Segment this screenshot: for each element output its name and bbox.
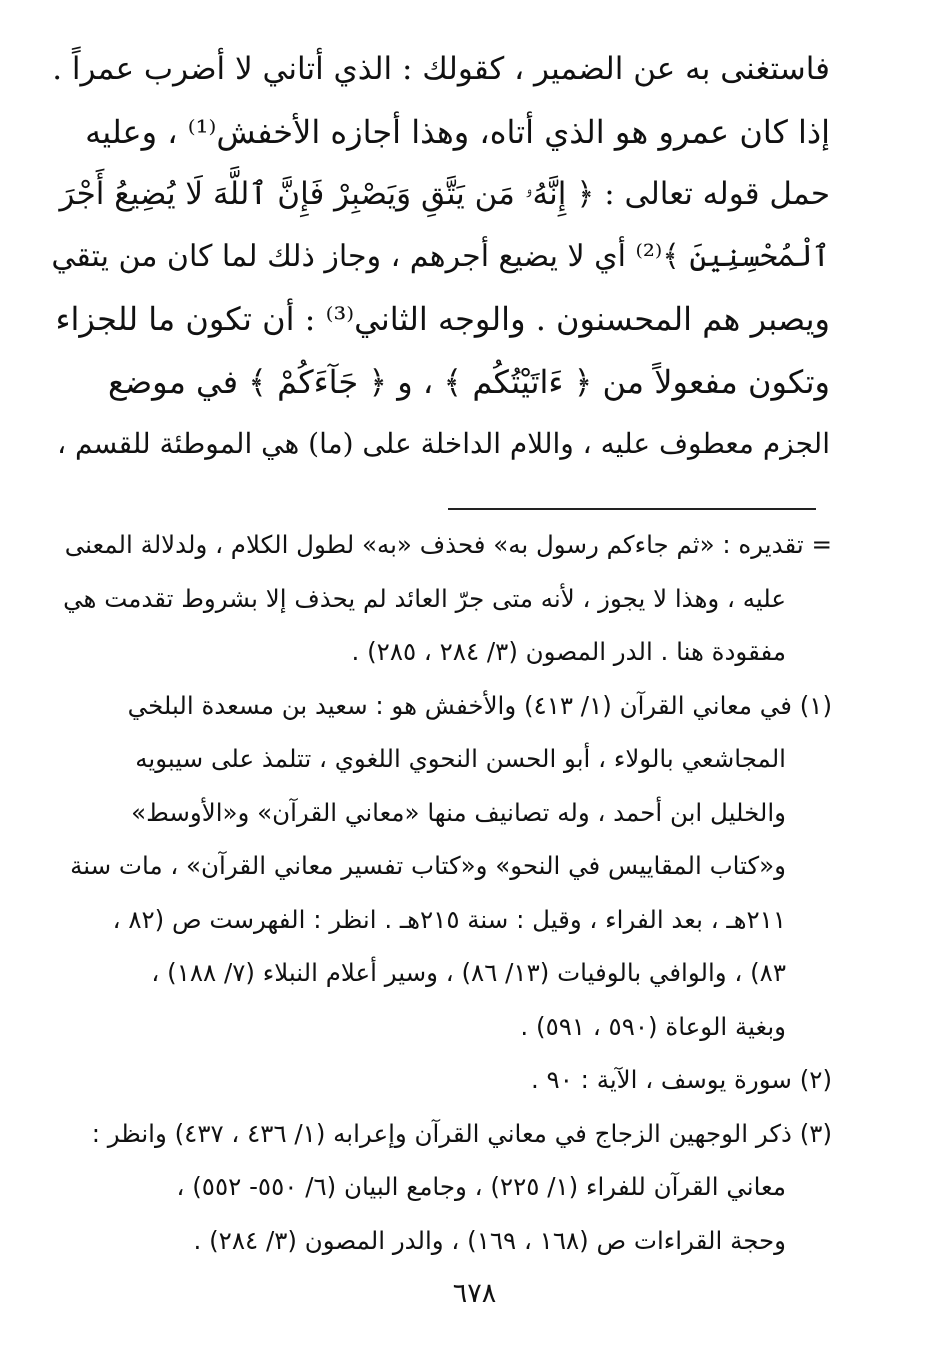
main-text-line: فاستغنى به عن الضمير ، كقولك : الذي أتاني لا أضرب عمراً . <box>52 51 830 87</box>
main-text-line: الجزم معطوف عليه ، واللام الداخلة على (ما) هي الموطئة للقسم ، <box>57 427 830 460</box>
footnote-line: مفقودة هنا . الدر المصون (٣/ ٢٨٤ ، ٢٨٥) . <box>351 637 786 666</box>
footnote-line: ٨٣) ، والوافي بالوفيات (١٣/ ٨٦) ، وسير أعلام النبلاء (٧/ ١٨٨) ، <box>151 958 786 987</box>
page-number: ٦٧٨ <box>452 1278 497 1309</box>
main-text-line: وتكون مفعولاً من ﴿ ءَاتَيْتُكُم ﴾ ، و ﴿ جَآءَكُمْ ﴾ في موضع <box>107 362 830 401</box>
footnote-line: عليه ، وهذا لا يجوز ، لأنه متى جرّ العائد لم يحذف إلا بشروط تقدمت هي <box>63 583 786 613</box>
main-body-text <box>48 38 830 476</box>
footnote-line: و«كتاب المقاييس في النحو» و«كتاب تفسير معاني القرآن» ، مات سنة <box>70 851 786 880</box>
footnote-continuation <box>40 518 832 679</box>
footnote-line: = تقديره : «ثم جاءكم رسول به» فحذف «به» لطول الكلام ، ولدلالة المعنى <box>64 530 832 559</box>
footnote-line: (١) في معاني القرآن (١/ ٤١٣) والأخفش هو : سعيد بن مسعدة البلخي <box>127 690 832 720</box>
footnote-line: (٣) ذكر الوجهين الزجاج في معاني القرآن وإعرابه (١/ ٤٣٦ ، ٤٣٧) وانظر : <box>91 1118 832 1148</box>
footnote-line: (٢) سورة يوسف ، الآية : ٩٠ . <box>530 1065 832 1094</box>
main-text-line: ويصبر هم المحسنون . والوجه الثاني⁽³⁾ : أن تكون ما للجزاء <box>55 300 830 338</box>
footnote-line: وحجة القراءات ص (١٦٨ ، ١٦٩) ، والدر المصون (٣/ ٢٨٤) . <box>193 1225 786 1255</box>
footnote-2 <box>40 1053 832 1107</box>
footnote-3 <box>40 1107 832 1268</box>
footnote-line: والخليل ابن أحمد ، وله تصانيف منها «معاني القرآن» و«الأوسط» <box>131 797 786 827</box>
main-text-line: حمل قوله تعالى : ﴿ إِنَّهُۥ مَن يَتَّقِ وَيَصْبِرْ فَإِنَّ ٱللَّهَ لَا يُضِيعُ أَجْرَ <box>59 176 830 212</box>
footnote-line: ٢١١هـ ، بعد الفراء ، وقيل : سنة ٢١٥هـ . انظر : الفهرست ص (٨٢ ، <box>112 904 786 934</box>
footnote-line: معاني القرآن للفراء (١/ ٢٢٥) ، وجامع البيان (٦/ ٥٥٠- ٥٥٢) ، <box>176 1172 786 1201</box>
footnote-separator <box>448 508 816 510</box>
footnotes <box>40 518 832 1267</box>
footnote-1 <box>40 679 832 1054</box>
main-text-line: ٱلْمُحْسِنِينَ ﴾⁽²⁾ أي لا يضيع أجرهم ، وجاز ذلك لما كان من يتقي <box>51 238 830 274</box>
main-text-line: إذا كان عمرو هو الذي أتاه، وهذا أجازه الأخفش⁽¹⁾ ، وعليه <box>85 112 830 151</box>
footnote-line: وبغية الوعاة (٥٩٠ ، ٥٩١) . <box>520 1011 786 1041</box>
footnote-line: المجاشعي بالولاء ، أبو الحسن النحوي اللغوي ، تتلمذ على سيبويه <box>135 744 786 773</box>
